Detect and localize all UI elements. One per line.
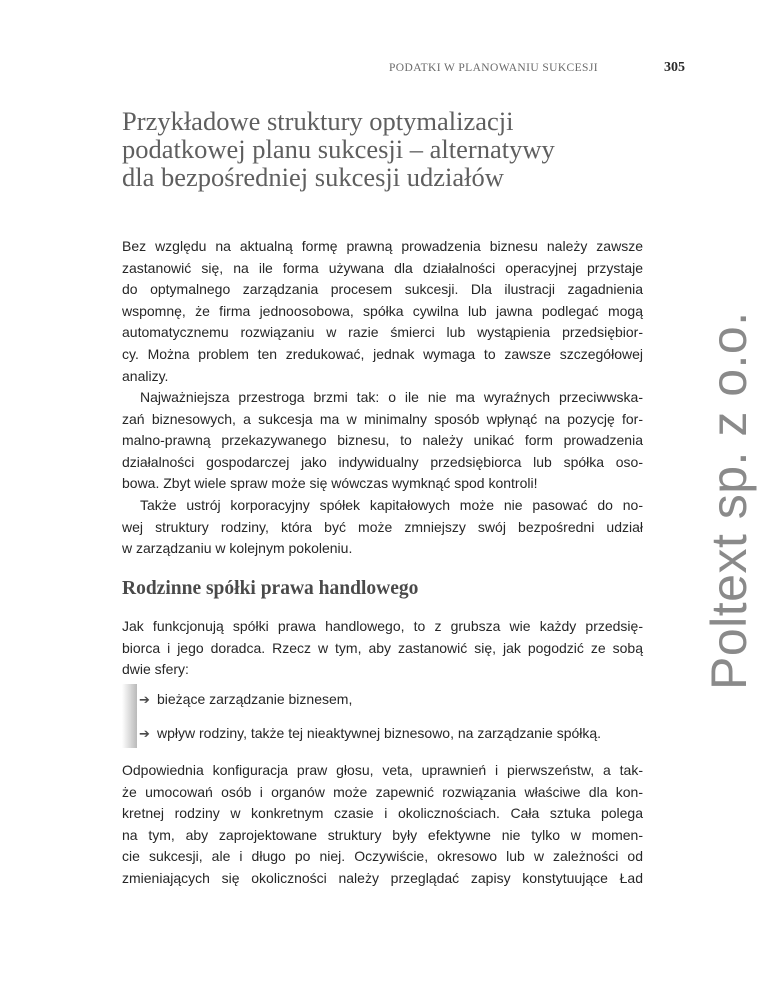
text-line: zań biznesowych, a sukcesja ma w minimalny sposób wpłynąć na pozycję for- [122, 410, 643, 427]
text-line: Bez względu na aktualną formę prawną prowadzenia biznesu należy zawsze [122, 238, 643, 254]
list-item-text: bieżące zarządzanie biznesem, [157, 691, 353, 707]
paragraph-2 [122, 387, 643, 495]
section-title: Rodzinne spółki prawa handlowego [122, 578, 419, 599]
chapter-title-line: dla bezpośredniej sukcesji udziałów [122, 162, 504, 192]
section-intro [122, 616, 643, 681]
page-number: 305 [664, 60, 685, 75]
text-line: Jak funkcjonują spółki prawa handlowego, to z grubsza wie każdy przedsię- [122, 618, 643, 634]
text-line: wej struktury rodziny, która być może zmniejszy swój bezpośredni udział [122, 518, 643, 535]
list-item [139, 723, 601, 744]
running-head: PODATKI W PLANOWANIU SUKCESJI [389, 62, 598, 74]
paragraph-1 [122, 236, 643, 387]
text-line: biorca i jego doradca. Rzecz w tym, aby zastanowić się, jak pogodzić ze sobą [122, 639, 643, 656]
text-line: na tym, aby zaprojektowane struktury były efektywne nie tylko w momen- [122, 826, 643, 843]
text-line: dwie sfery: [122, 661, 189, 678]
section-closing [122, 760, 643, 890]
list-item-text: wpływ rodziny, także tej nieaktywnej biznesowo, na zarządzanie spółką. [157, 725, 602, 741]
bullet-list-bar [122, 684, 137, 748]
chapter-title-line: podatkowej planu sukcesji – alternatywy [122, 134, 555, 164]
arrow-right-icon: ➔ [139, 692, 150, 707]
text-line: cy. Można problem ten zredukować, jednak wymaga to zawsze szczegółowej [122, 345, 643, 362]
chapter-title-line: Przykładowe struktury optymalizacji [122, 106, 514, 136]
list-item [139, 689, 352, 710]
publisher-watermark: Poltext sp. z o.o. [701, 311, 757, 690]
paragraph-3 [122, 495, 643, 560]
text-line: bowa. Zbyt wiele spraw może się wówczas wymknąć spod kontroli! [122, 475, 538, 492]
chapter-title [122, 107, 682, 191]
text-line: Odpowiednia konfiguracja praw głosu, veta, uprawnień i pierwszeństw, a tak- [122, 762, 643, 778]
text-line: zmieniających się okoliczności należy przeglądać zapisy konstytuujące Ład [122, 869, 643, 886]
text-line: do optymalnego zarządzania procesem sukcesji. Dla ilustracji zagadnienia [122, 281, 643, 298]
text-line: analizy. [122, 367, 169, 384]
text-line: działalności gospodarczej jako indywidualny przedsiębiorca lub spółka oso- [122, 453, 643, 470]
text-line: że umocowań osób i organów może zapewnić rozwiązania właściwe dla kon- [122, 783, 643, 800]
text-line: cie sukcesji, ale i długo po niej. Oczywiście, okresowo lub w zależności od [122, 848, 643, 865]
text-line: w zarządzaniu w kolejnym pokoleniu. [122, 540, 353, 557]
text-line: automatycznemu rozwiązaniu w razie śmierci lub wystąpienia przedsiębior- [122, 324, 643, 341]
text-line: kretnej rodziny w konkretnym czasie i okolicznościach. Cała sztuka polega [122, 805, 643, 822]
text-line: Najważniejsza przestroga brzmi tak: o ile nie ma wyraźnych przeciwwska- [140, 389, 643, 405]
arrow-right-icon: ➔ [139, 726, 150, 741]
text-line: wspomnę, że firma jednoosobowa, spółka cywilna lub jawna podlegać mogą [122, 302, 643, 319]
text-line: malno-prawną przekazywanego biznesu, to należy unikać form prowadzenia [122, 432, 643, 449]
text-line: Także ustrój korporacyjny spółek kapitałowych może nie pasować do no- [140, 497, 643, 513]
text-line: zastanowić się, na ile forma używana dla działalności operacyjnej przystaje [122, 259, 643, 276]
